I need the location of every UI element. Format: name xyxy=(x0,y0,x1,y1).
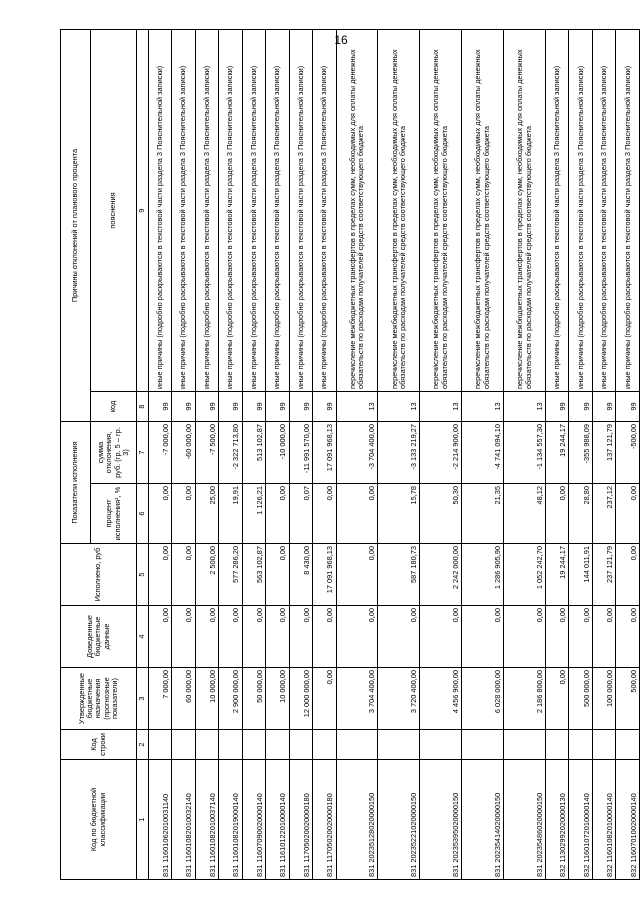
cell-explanation: иные причины (подробно раскрываются в текстовой части раздела 3 Пояснительной записки) xyxy=(569,29,593,391)
cell-row-code xyxy=(172,730,196,760)
cell-code: 831 11705020020000180 xyxy=(313,760,337,880)
cell-percent: 0,00 xyxy=(336,484,378,544)
cell-reason-code: 99 xyxy=(569,392,593,422)
cell-row-code xyxy=(545,730,569,760)
cell-explanation: иные причины (подробно раскрываются в текстовой части раздела 3 Пояснительной записки) xyxy=(266,29,290,391)
col-index: 3 xyxy=(137,668,149,730)
cell-code: 831 11601082019000140 xyxy=(219,760,243,880)
cell-executed: 237 121,79 xyxy=(592,544,616,606)
header-executed: Исполнено, руб xyxy=(61,544,137,606)
cell-row-code xyxy=(462,730,504,760)
cell-explanation: иные причины (подробно раскрываются в текстовой части раздела 3 Пояснительной записки) xyxy=(313,29,337,391)
cell-brought: 0,00 xyxy=(289,606,313,668)
table-row xyxy=(242,29,266,879)
cell-approved: 10 000,00 xyxy=(195,668,219,730)
cell-deviation: -500,00 xyxy=(616,422,640,484)
cell-executed: 0,00 xyxy=(172,544,196,606)
cell-code: 831 11705020020000180 xyxy=(289,760,313,880)
cell-deviation: -355 988,09 xyxy=(569,422,593,484)
cell-row-code xyxy=(266,730,290,760)
table-row xyxy=(616,29,640,879)
cell-approved: 4 456 900,00 xyxy=(420,668,462,730)
cell-deviation: 17 091 968,13 xyxy=(313,422,337,484)
table-row xyxy=(266,29,290,879)
cell-reason-code: 99 xyxy=(313,392,337,422)
cell-deviation: -3 704 400,00 xyxy=(336,422,378,484)
header-deviation: сумма отклонения, руб. (гр. 5 – гр. 3) xyxy=(91,422,137,484)
cell-deviation: -7 500,00 xyxy=(195,422,219,484)
cell-brought: 0,00 xyxy=(616,606,640,668)
table-row xyxy=(420,29,462,879)
cell-explanation: иные причины (подробно раскрываются в текстовой части раздела 3 Пояснительной записки) xyxy=(172,29,196,391)
cell-brought: 0,00 xyxy=(195,606,219,668)
cell-code: 832 11302992020000130 xyxy=(545,760,569,880)
table-row xyxy=(195,29,219,879)
cell-executed: 17 091 968,13 xyxy=(313,544,337,606)
header-reasons: Причины отклонений от планового процента xyxy=(61,29,91,421)
cell-reason-code: 99 xyxy=(289,392,313,422)
cell-percent: 21,35 xyxy=(462,484,504,544)
cell-deviation: -1 134 557,30 xyxy=(504,422,546,484)
cell-row-code xyxy=(336,730,378,760)
cell-explanation: перечисление межбюджетных трансфертов в пределах сумм, необходимых для оплаты денежных обязательств по расходам получателей средств соответствующего бюджета xyxy=(336,29,378,391)
table-row xyxy=(569,29,593,879)
cell-executed: 2 500,00 xyxy=(195,544,219,606)
cell-explanation: иные причины (подробно раскрываются в текстовой части раздела 3 Пояснительной записки) xyxy=(195,29,219,391)
cell-code: 831 11601082010032140 xyxy=(172,760,196,880)
cell-approved: 7 000,00 xyxy=(148,668,172,730)
cell-approved: 0,00 xyxy=(313,668,337,730)
header-explanation: пояснения xyxy=(91,29,137,391)
cell-brought: 0,00 xyxy=(545,606,569,668)
cell-percent: 0,00 xyxy=(148,484,172,544)
cell-percent: 0,00 xyxy=(172,484,196,544)
col-index: 9 xyxy=(137,29,149,391)
cell-percent: 0,00 xyxy=(616,484,640,544)
cell-executed: 8 430,00 xyxy=(289,544,313,606)
header-code: Код по бюджетной классификации xyxy=(61,760,137,880)
cell-deviation: 513 102,87 xyxy=(242,422,266,484)
header-approved: Утвержденные бюджетные назначения (прогнозные показатели) xyxy=(61,668,137,730)
cell-executed: 0,00 xyxy=(336,544,378,606)
cell-brought: 0,00 xyxy=(219,606,243,668)
cell-code: 831 20235221020000150 xyxy=(378,760,420,880)
cell-deviation: -7 000,00 xyxy=(148,422,172,484)
cell-executed: 2 242 000,00 xyxy=(420,544,462,606)
cell-row-code xyxy=(219,730,243,760)
cell-reason-code: 99 xyxy=(219,392,243,422)
cell-executed: 563 102,87 xyxy=(242,544,266,606)
cell-row-code xyxy=(195,730,219,760)
cell-code: 831 20235486020000150 xyxy=(504,760,546,880)
cell-approved: 3 704 400,00 xyxy=(336,668,378,730)
cell-reason-code: 99 xyxy=(148,392,172,422)
cell-approved: 10 000,00 xyxy=(266,668,290,730)
table-row xyxy=(289,29,313,879)
cell-approved: 12 000 000,00 xyxy=(289,668,313,730)
cell-reason-code: 13 xyxy=(462,392,504,422)
cell-reason-code: 99 xyxy=(172,392,196,422)
cell-percent: 28,80 xyxy=(569,484,593,544)
cell-brought: 0,00 xyxy=(462,606,504,668)
cell-percent: 0,00 xyxy=(313,484,337,544)
cell-brought: 0,00 xyxy=(378,606,420,668)
cell-percent: 0,00 xyxy=(266,484,290,544)
cell-row-code xyxy=(242,730,266,760)
cell-row-code xyxy=(616,730,640,760)
cell-row-code xyxy=(569,730,593,760)
cell-approved: 6 028 000,00 xyxy=(462,668,504,730)
cell-explanation: перечисление межбюджетных трансфертов в пределах сумм, необходимых для оплаты денежных обязательств по расходам получателей средств соответствующего бюджета xyxy=(462,29,504,391)
cell-row-code xyxy=(592,730,616,760)
table-row xyxy=(336,29,378,879)
cell-reason-code: 13 xyxy=(420,392,462,422)
cell-deviation: -60 000,00 xyxy=(172,422,196,484)
col-index: 8 xyxy=(137,392,149,422)
cell-approved: 60 000,00 xyxy=(172,668,196,730)
cell-reason-code: 99 xyxy=(592,392,616,422)
table-row xyxy=(313,29,337,879)
cell-reason-code: 99 xyxy=(266,392,290,422)
cell-reason-code: 13 xyxy=(504,392,546,422)
table-row xyxy=(462,29,504,879)
cell-deviation: 137 121,79 xyxy=(592,422,616,484)
cell-brought: 0,00 xyxy=(172,606,196,668)
cell-explanation: иные причины (подробно раскрываются в текстовой части раздела 3 Пояснительной записки) xyxy=(289,29,313,391)
cell-brought: 0,00 xyxy=(313,606,337,668)
cell-row-code xyxy=(289,730,313,760)
cell-approved: 2 186 800,00 xyxy=(504,668,546,730)
cell-percent: 15,78 xyxy=(378,484,420,544)
cell-explanation: перечисление межбюджетных трансфертов в пределах сумм, необходимых для оплаты денежных обязательств по расходам получателей средств соответствующего бюджета xyxy=(504,29,546,391)
header-percent: процент исполнения¹, % xyxy=(91,484,137,544)
cell-approved: 500,00 xyxy=(616,668,640,730)
cell-executed: 1 286 905,90 xyxy=(462,544,504,606)
cell-brought: 0,00 xyxy=(420,606,462,668)
cell-code: 831 20235128020000150 xyxy=(336,760,378,880)
cell-brought: 0,00 xyxy=(266,606,290,668)
table-row xyxy=(172,29,196,879)
cell-code: 831 20235395020000150 xyxy=(420,760,462,880)
cell-explanation: иные причины (подробно раскрываются в текстовой части раздела 3 Пояснительной записки) xyxy=(545,29,569,391)
cell-reason-code: 13 xyxy=(336,392,378,422)
col-index: 6 xyxy=(137,484,149,544)
col-index: 1 xyxy=(137,760,149,880)
cell-percent: 237,12 xyxy=(592,484,616,544)
table-row xyxy=(378,29,420,879)
cell-executed: 577 286,20 xyxy=(219,544,243,606)
cell-approved: 0,00 xyxy=(545,668,569,730)
cell-approved: 3 720 400,00 xyxy=(378,668,420,730)
cell-executed: 0,00 xyxy=(148,544,172,606)
cell-deviation: -10 000,00 xyxy=(266,422,290,484)
cell-reason-code: 99 xyxy=(242,392,266,422)
cell-percent: 50,30 xyxy=(420,484,462,544)
cell-row-code xyxy=(378,730,420,760)
cell-approved: 100 000,00 xyxy=(592,668,616,730)
cell-reason-code: 13 xyxy=(378,392,420,422)
cell-explanation: перечисление межбюджетных трансфертов в пределах сумм, необходимых для оплаты денежных обязательств по расходам получателей средств соответствующего бюджета xyxy=(420,29,462,391)
cell-code: 831 20235414020000150 xyxy=(462,760,504,880)
cell-percent: 19,91 xyxy=(219,484,243,544)
cell-brought: 0,00 xyxy=(592,606,616,668)
cell-executed: 1 052 242,70 xyxy=(504,544,546,606)
col-index: 7 xyxy=(137,422,149,484)
cell-row-code xyxy=(148,730,172,760)
cell-code: 832 11601072010000140 xyxy=(569,760,593,880)
cell-deviation: -4 741 094,10 xyxy=(462,422,504,484)
header-indicators: Показатели исполнения xyxy=(61,422,91,544)
cell-deviation: -2 214 900,00 xyxy=(420,422,462,484)
column-index-row xyxy=(137,29,149,879)
cell-executed: 19 244,17 xyxy=(545,544,569,606)
cell-brought: 0,00 xyxy=(148,606,172,668)
table-row xyxy=(148,29,172,879)
col-index: 5 xyxy=(137,544,149,606)
cell-code: 832 11607010020000140 xyxy=(616,760,640,880)
col-index: 4 xyxy=(137,606,149,668)
cell-code: 831 11610122010000140 xyxy=(266,760,290,880)
header-row-code: Код строки xyxy=(61,730,137,760)
col-index: 2 xyxy=(137,730,149,760)
cell-brought: 0,00 xyxy=(504,606,546,668)
cell-approved: 50 000,00 xyxy=(242,668,266,730)
cell-executed: 0,00 xyxy=(616,544,640,606)
cell-percent: 25,00 xyxy=(195,484,219,544)
cell-explanation: иные причины (подробно раскрываются в текстовой части раздела 3 Пояснительной записки) xyxy=(616,29,640,391)
cell-brought: 0,00 xyxy=(336,606,378,668)
cell-deviation: -11 991 570,00 xyxy=(289,422,313,484)
cell-brought: 0,00 xyxy=(569,606,593,668)
cell-code: 831 11607090020000140 xyxy=(242,760,266,880)
cell-approved: 500 000,00 xyxy=(569,668,593,730)
cell-explanation: иные причины (подробно раскрываются в текстовой части раздела 3 Пояснительной записки) xyxy=(592,29,616,391)
cell-code: 832 11601082010000140 xyxy=(592,760,616,880)
page-number: 16 xyxy=(334,33,348,47)
cell-explanation: иные причины (подробно раскрываются в текстовой части раздела 3 Пояснительной записки) xyxy=(219,29,243,391)
cell-executed: 587 180,73 xyxy=(378,544,420,606)
cell-deviation: -2 322 713,80 xyxy=(219,422,243,484)
cell-approved: 2 900 000,00 xyxy=(219,668,243,730)
cell-reason-code: 99 xyxy=(616,392,640,422)
cell-row-code xyxy=(313,730,337,760)
cell-row-code xyxy=(420,730,462,760)
cell-percent: 0,00 xyxy=(545,484,569,544)
cell-percent: 48,12 xyxy=(504,484,546,544)
cell-executed: 0,00 xyxy=(266,544,290,606)
table-row xyxy=(592,29,616,879)
cell-brought: 0,00 xyxy=(242,606,266,668)
table-row xyxy=(504,29,546,879)
cell-executed: 144 011,91 xyxy=(569,544,593,606)
cell-explanation: иные причины (подробно раскрываются в текстовой части раздела 3 Пояснительной записки) xyxy=(148,29,172,391)
table-row xyxy=(219,29,243,879)
cell-explanation: иные причины (подробно раскрываются в текстовой части раздела 3 Пояснительной записки) xyxy=(242,29,266,391)
cell-reason-code: 99 xyxy=(545,392,569,422)
budget-execution-table xyxy=(60,29,640,880)
header-brought: Доведенные бюджетные данные xyxy=(61,606,137,668)
cell-deviation: 19 244,17 xyxy=(545,422,569,484)
rotated-report-table xyxy=(60,30,640,880)
cell-percent: 1 126,21 xyxy=(242,484,266,544)
table-row xyxy=(545,29,569,879)
cell-explanation: перечисление межбюджетных трансфертов в пределах сумм, необходимых для оплаты денежных обязательств по расходам получателей средств соответствующего бюджета xyxy=(378,29,420,391)
cell-deviation: -3 133 219,27 xyxy=(378,422,420,484)
cell-reason-code: 99 xyxy=(195,392,219,422)
cell-code: 831 11601062010031140 xyxy=(148,760,172,880)
cell-percent: 0,07 xyxy=(289,484,313,544)
header-reason-code: код xyxy=(91,392,137,422)
cell-row-code xyxy=(504,730,546,760)
cell-code: 831 11601082010037140 xyxy=(195,760,219,880)
